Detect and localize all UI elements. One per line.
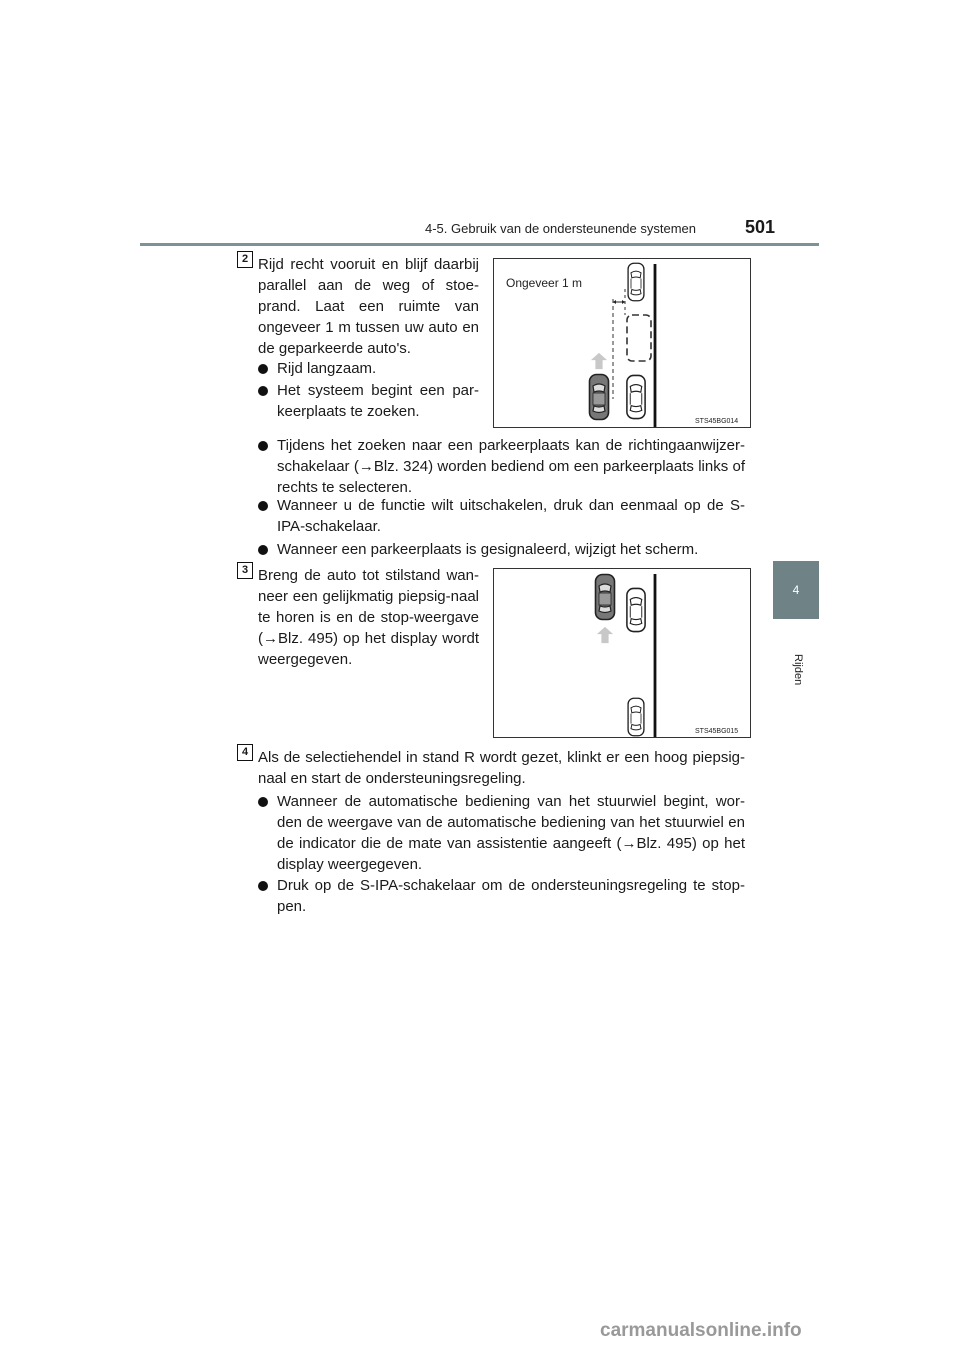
bullet-icon bbox=[258, 501, 268, 511]
watermark: carmanualsonline.info bbox=[600, 1320, 802, 1341]
step-badge-4: 4 bbox=[237, 744, 253, 761]
figure-code: STS45BG015 bbox=[695, 728, 739, 735]
own-car-icon bbox=[596, 575, 615, 620]
step-badge-2: 2 bbox=[237, 251, 253, 268]
bullet-text: Tijdens het zoeken naar een parkeerplaats kan de richtingaanwijzer-schakelaar (→Blz. 324) worden bediend om een parkeerplaats links of rechts te selecteren. bbox=[277, 437, 745, 496]
bullet-text: Wanneer de automatische bediening van het stuurwiel begint, wor-den de weergave van de automatische bediening van het stuurwiel en de indicator die de mate van assistentie aangeeft (→Blz. 495) op het display weergegeven. bbox=[277, 793, 745, 873]
list-item bbox=[258, 358, 479, 379]
parked-car-icon bbox=[628, 698, 644, 736]
list-item bbox=[258, 875, 745, 917]
header-divider bbox=[140, 243, 819, 246]
direction-arrow-icon bbox=[597, 627, 613, 643]
list-item bbox=[258, 380, 479, 422]
list-item bbox=[258, 435, 745, 498]
bullet-icon bbox=[258, 386, 268, 396]
distance-label: Ongeveer 1 m bbox=[506, 276, 583, 290]
parking-space-outline bbox=[627, 315, 651, 361]
step-4-text: Als de selectiehendel in stand R wordt gezet, klinkt er een hoog piepsig-naal en start de ondersteuningsregeling. bbox=[258, 749, 745, 787]
chapter-tab[interactable]: 4 bbox=[773, 561, 819, 619]
bullet-icon bbox=[258, 797, 268, 807]
bullet-text: Wanneer een parkeerplaats is gesignaleerd, wijzigt het scherm. bbox=[277, 541, 699, 558]
figure-code: STS45BG014 bbox=[695, 418, 739, 425]
bullet-text: Druk op de S-IPA-schakelaar om de ondersteuningsregeling te stop-pen. bbox=[277, 877, 745, 915]
list-item bbox=[258, 539, 745, 560]
bullet-icon bbox=[258, 441, 268, 451]
page-number: 501 bbox=[745, 217, 776, 237]
header-section-title: 4-5. Gebruik van de ondersteunende systemen bbox=[425, 221, 697, 236]
bullet-text: Het systeem begint een par-keerplaats te zoeken. bbox=[277, 382, 479, 420]
list-item bbox=[258, 495, 745, 537]
parking-diagram-1 bbox=[493, 258, 751, 428]
parked-car-icon bbox=[627, 588, 645, 631]
step-badge-3: 3 bbox=[237, 562, 253, 579]
list-item bbox=[258, 791, 745, 875]
bullet-icon bbox=[258, 364, 268, 374]
direction-arrow-icon bbox=[591, 353, 607, 369]
bullet-icon bbox=[258, 545, 268, 555]
chapter-tab-label: Rijden bbox=[792, 654, 804, 686]
parked-car-icon bbox=[628, 263, 644, 301]
parking-diagram-2 bbox=[493, 568, 751, 738]
parked-car-icon bbox=[627, 375, 645, 418]
step-3-text: Breng de auto tot stilstand wan-neer een gelijkmatig piepsig-naal te horen is en de stop-weergave (→Blz. 495) op het display wordt weergegeven. bbox=[258, 567, 479, 668]
bullet-text: Wanneer u de functie wilt uitschakelen, druk dan eenmaal op de S-IPA-schakelaar. bbox=[277, 497, 745, 535]
own-car-icon bbox=[590, 375, 609, 420]
bullet-icon bbox=[258, 881, 268, 891]
parking-diagram-2-drawing bbox=[494, 569, 752, 739]
bullet-text: Rijd langzaam. bbox=[277, 360, 377, 377]
step-2-text: Rijd recht vooruit en blijf daarbij parallel aan de weg of stoe-prand. Laat een ruimte van ongeveer 1 m tussen uw auto en de geparkeerde auto's. bbox=[258, 256, 479, 357]
